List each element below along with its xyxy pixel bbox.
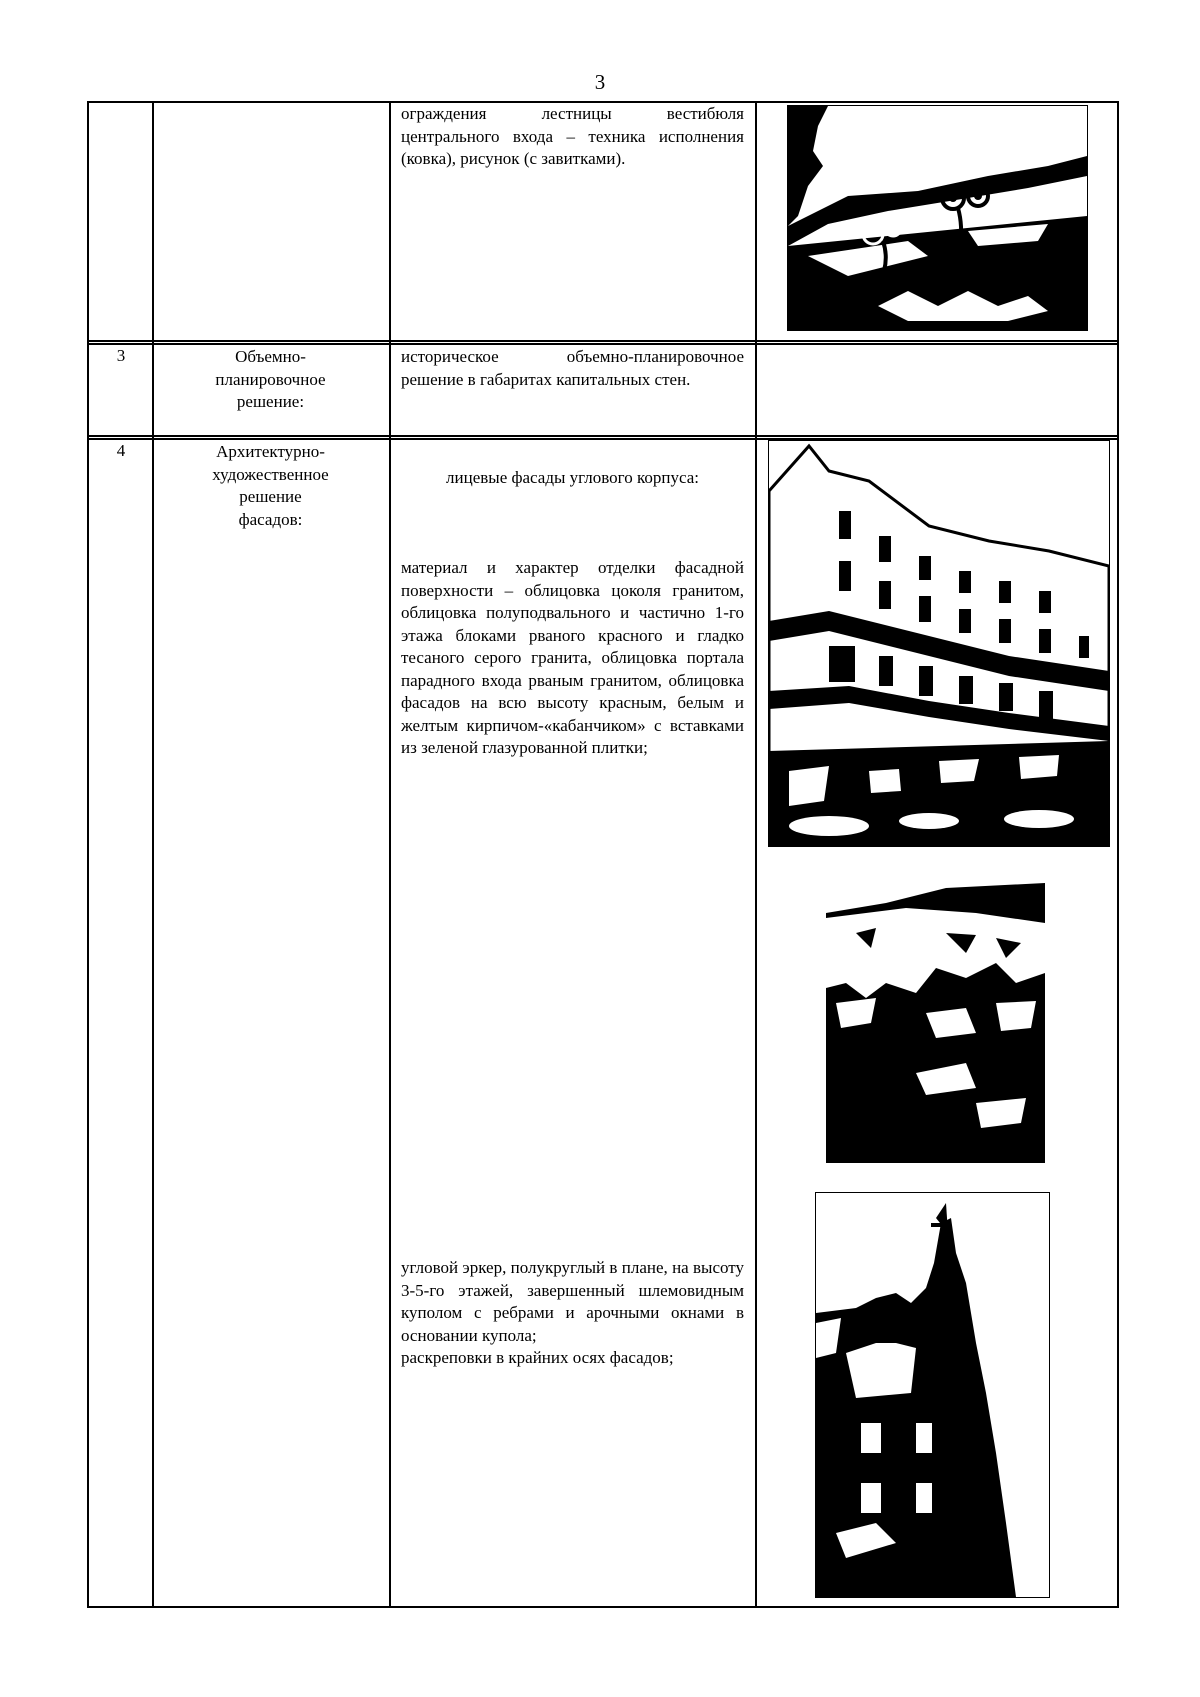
facade-heading: лицевые фасады углового корпуса: bbox=[446, 468, 699, 487]
staircase-railing-photo bbox=[787, 105, 1088, 331]
corner-building-facade-photo bbox=[768, 440, 1110, 847]
row-divider-2 bbox=[87, 435, 1119, 437]
name-line: художественное bbox=[212, 464, 329, 484]
description-paragraph: историческое объемно-планировочное решение в габаритах капитальных стен. bbox=[401, 347, 744, 389]
name-line: Архитектурно- bbox=[216, 442, 325, 461]
name-line: фасадов: bbox=[238, 509, 303, 529]
name-line: решение: bbox=[236, 392, 305, 411]
name-line: решение bbox=[239, 487, 302, 506]
table-divider-col3 bbox=[755, 101, 757, 1608]
description-paragraph: ограждения лестницы вестибюля центрального входа – техника исполнения (ковка), рисунок (с завитками). bbox=[401, 104, 744, 168]
row-number: 4 bbox=[116, 441, 126, 460]
granite-cladding-photo bbox=[826, 873, 1045, 1163]
corner-bay-paragraph: угловой эркер, полукруглый в плане, на высоту 3-5-го этажей, завершенный шлемовидным куполом с ребрами и арочными окнами в основании купола; bbox=[401, 1258, 744, 1345]
corner-bay-dome-photo bbox=[815, 1192, 1050, 1598]
table-border-right bbox=[1117, 101, 1119, 1608]
table-border-left bbox=[87, 101, 89, 1608]
table-divider-col2 bbox=[389, 101, 391, 1608]
row2-description bbox=[401, 346, 744, 391]
name-line: Объемно- bbox=[235, 347, 306, 366]
row-divider-1b bbox=[87, 343, 1119, 345]
row3-name bbox=[158, 441, 383, 531]
row1-description bbox=[401, 103, 744, 171]
facade-material-paragraph: материал и характер отделки фасадной поверхности – облицовка цоколя гранитом, облицовка полуподвального и частично 1-го этажа блоками рваного красного и гладко тесаного серого гранита, облицовка портала парадного входа рваным гранитом, облицовка фасадов на всю высоту красным, белым и желтым кирпичом-«кабанчиком» с вставками из зеленой глазурованной плитки; bbox=[401, 558, 744, 757]
row-number: 3 bbox=[116, 346, 126, 365]
table-border-bottom bbox=[87, 1606, 1119, 1608]
projections-paragraph: раскреповки в крайних осях фасадов; bbox=[401, 1348, 674, 1367]
page-number: 3 bbox=[594, 70, 606, 94]
row2-name bbox=[158, 346, 383, 414]
row-divider-1 bbox=[87, 340, 1119, 342]
table-divider-col1 bbox=[152, 101, 154, 1608]
name-line: планировочное bbox=[215, 369, 326, 389]
